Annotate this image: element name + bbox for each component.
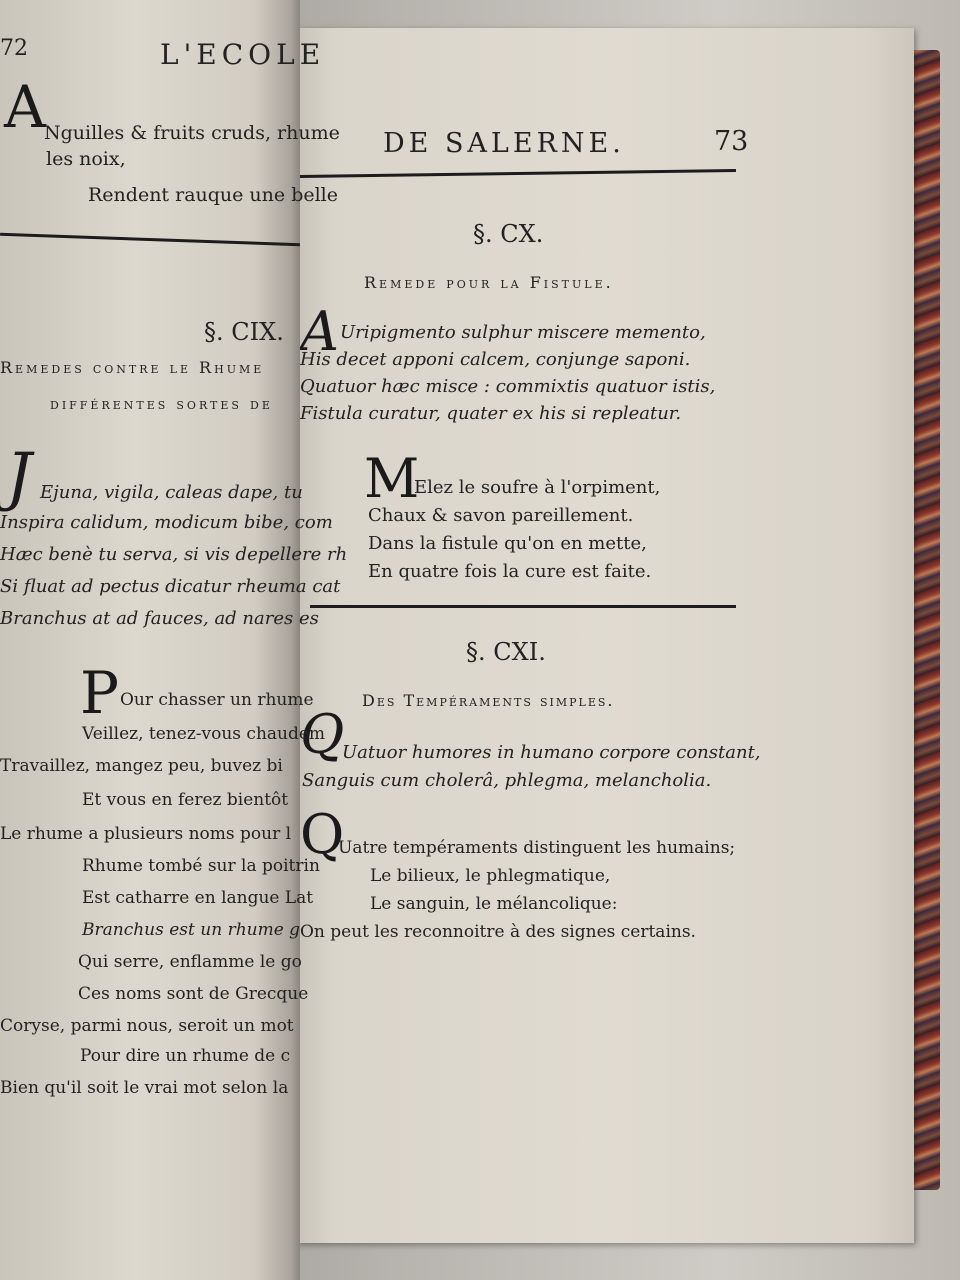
section-cix-french-line: Ces noms sont de Grecque [78, 984, 309, 1004]
section-cix-french-line: Travaillez, mangez peu, buvez bi [0, 756, 283, 776]
section-cxi-french-line: Uatre tempéraments distinguent les humains; [338, 838, 736, 858]
right-running-head: DE SALERNE. [383, 128, 625, 159]
section-cix-french-line: Pour dire un rhume de c [80, 1046, 291, 1066]
right-page-number: 73 [714, 126, 749, 157]
section-cix-latin-line: Inspira calidum, modicum bibe, com [0, 512, 333, 533]
left-top-line: Rendent rauque une belle [88, 184, 338, 206]
section-cix-french-line: Est catharre en langue Lat [82, 888, 314, 908]
section-cx-number: §. CX. [473, 220, 544, 248]
section-cx-french-line: Elez le soufre à l'orpiment, [414, 477, 661, 498]
section-cix-heading: différentes sortes de [50, 394, 273, 413]
section-cx-latin-line: His decet apponi calcem, conjunge saponi. [300, 349, 691, 370]
section-cix-latin-line: Hæc benè tu serva, si vis depellere rh [0, 544, 348, 565]
left-top-line: Nguilles & fruits cruds, rhume [44, 122, 340, 144]
section-cix-french-line: Rhume tombé sur la poitrin [82, 856, 320, 876]
section-cx-french-line: Dans la fistule qu'on en mette, [368, 533, 647, 554]
section-cx-latin-line: Uripigmento sulphur miscere memento, [340, 322, 706, 343]
section-cxi-latin-line: Sanguis cum cholerâ, phlegma, melancholia. [302, 770, 712, 791]
section-cxi-heading: Des Tempéraments simples. [362, 691, 615, 710]
section-cix-french-line: Et vous en ferez bientôt [82, 790, 289, 810]
section-cix-number: §. CIX. [204, 318, 284, 346]
section-divider [310, 605, 736, 608]
section-cix-french-line: Bien qu'il soit le vrai mot selon la [0, 1078, 289, 1098]
section-cxi-french-line: Le bilieux, le phlegmatique, [370, 866, 611, 886]
section-cix-french-line: Branchus est un rhume g [82, 920, 301, 940]
left-page [0, 0, 348, 1280]
section-cix-french-line: Coryse, parmi nous, seroit un mot [0, 1016, 294, 1036]
section-cix-latin-line: Si fluat ad pectus dicatur rheuma cat [0, 576, 341, 597]
section-cxi-latin-dropcap: Q [300, 703, 345, 766]
section-cx-latin-dropcap: A [300, 300, 339, 363]
left-running-head: L'ECOLE [160, 38, 326, 71]
section-cix-latin-line: Ejuna, vigila, caleas dape, tu [40, 482, 303, 503]
section-cx-latin-line: Fistula curatur, quater ex his si repleatur. [300, 403, 682, 424]
section-cxi-french-dropcap: Q [300, 803, 345, 866]
section-cxi-french-line: Le sanguin, le mélancolique: [370, 894, 618, 914]
section-cix-french-dropcap: P [80, 659, 120, 727]
section-cix-latin-dropcap: J [6, 440, 32, 514]
section-cix-heading: Remedes contre le Rhume [0, 358, 265, 377]
section-cx-french-dropcap: M [364, 447, 420, 510]
section-cx-heading: Remede pour la Fistule. [364, 273, 614, 292]
section-cix-french-line: Our chasser un rhume [120, 690, 314, 710]
section-cxi-latin-line: Uatuor humores in humano corpore constant, [342, 742, 761, 763]
left-page-number: 72 [0, 36, 28, 61]
left-header-rule [0, 233, 300, 246]
section-cix-french-line: Qui serre, enflamme le go [78, 952, 302, 972]
left-top-dropcap: A [4, 73, 46, 141]
left-top-line: les noix, [46, 148, 126, 170]
section-cix-french-line: Veillez, tenez-vous chaudem [82, 724, 326, 744]
section-cxi-french-line: On peut les reconnoitre à des signes certains. [300, 922, 696, 942]
section-cix-french-line: Le rhume a plusieurs noms pour l [0, 824, 292, 844]
section-cx-french-line: En quatre fois la cure est faite. [368, 561, 652, 582]
section-cxi-number: §. CXI. [466, 638, 546, 666]
right-page [296, 28, 914, 1243]
section-cx-latin-line: Quatuor hæc misce : commixtis quatuor istis, [300, 376, 716, 397]
section-cix-latin-line: Branchus at ad fauces, ad nares es [0, 608, 319, 629]
section-cx-french-line: Chaux & savon pareillement. [368, 505, 634, 526]
